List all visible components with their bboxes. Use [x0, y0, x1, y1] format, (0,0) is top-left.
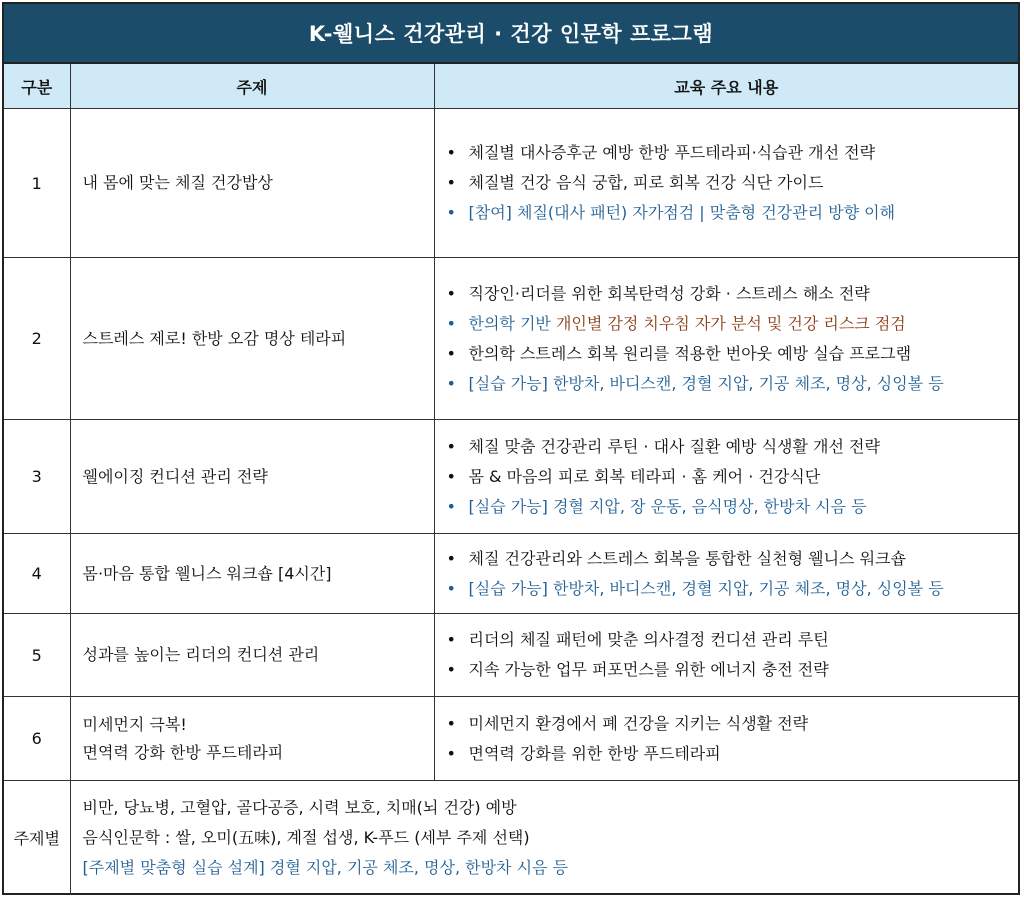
bullet-icon: •: [446, 660, 456, 679]
list-item: [441, 709, 1019, 739]
bullet-icon: •: [446, 713, 456, 733]
row-topic: [70, 534, 434, 614]
item-text: 리더의 체질 패턴에 맞춘 의사결정 컨디션 관리 루틴: [468, 630, 829, 649]
table-row: [4, 420, 1018, 534]
table-row: [4, 109, 1018, 258]
item-text: 체질 맞춤 건강관리 루틴 · 대사 질환 예방 식생활 개선 전략: [468, 436, 880, 456]
list-item: [441, 198, 1019, 228]
row-content: [434, 258, 1018, 420]
topic-line: 웰에이징 컨디션 관리 전략: [82, 466, 268, 486]
bullet-icon: •: [446, 143, 456, 162]
row-content: [434, 109, 1018, 258]
list-item: [441, 279, 1019, 309]
content-list: [441, 432, 1019, 522]
row-number: 4: [4, 534, 70, 614]
bullet-icon: •: [446, 173, 456, 192]
bullet-icon: •: [446, 373, 456, 393]
bullet-icon: •: [446, 203, 456, 222]
row-topic: [70, 697, 434, 781]
footer-line: [주제별 맞춤형 실습 설계] 경혈 지압, 기공 체조, 명상, 한방차 시음 등: [82, 857, 569, 877]
bullet-icon: •: [446, 283, 456, 303]
list-item: [441, 739, 1019, 769]
list-item: [441, 492, 1019, 522]
bullet-icon: •: [446, 343, 456, 363]
row-topic: [70, 258, 434, 420]
item-text: 몸 & 마음의 피로 회복 테라피 · 홈 케어 · 건강식단: [468, 466, 821, 486]
list-item: [441, 339, 1019, 369]
bullet-icon: •: [446, 578, 456, 598]
bullet-icon: •: [446, 313, 456, 333]
program-table: [2, 2, 1020, 895]
topic-line: 몸·마음 통합 웰니스 워크숍 [4시간]: [82, 563, 332, 583]
list-item: [441, 309, 1019, 339]
footer-content: [70, 781, 1018, 895]
program-grid: [4, 64, 1018, 895]
table-row: [4, 534, 1018, 614]
footer-label: 주제별: [4, 781, 70, 895]
row-topic: [70, 109, 434, 258]
row-number: 5: [4, 614, 70, 697]
table-row: [4, 697, 1018, 781]
row-content: [434, 534, 1018, 614]
footer-row: [4, 781, 1018, 895]
item-text: 한의학 기반: [468, 313, 556, 333]
row-number: 2: [4, 258, 70, 420]
bullet-icon: •: [446, 436, 456, 456]
topic-line: 성과를 높이는 리더의 컨디션 관리: [82, 645, 320, 664]
row-topic: [70, 420, 434, 534]
table-row: [4, 614, 1018, 697]
content-list: [441, 625, 1019, 685]
table-title: K-웰니스 건강관리 · 건강 인문학 프로그램: [4, 4, 1018, 64]
item-text: 체질 건강관리와 스트레스 회복을 통합한 실천형 웰니스 워크숍: [468, 548, 906, 568]
footer-line: 음식인문학 : 쌀, 오미(五味), 계절 섭생, K-푸드 (세부 주제 선택): [82, 827, 530, 847]
item-text-highlight: 개인별 감정 치우침 자가 분석 및 건강 리스크 점검: [555, 313, 906, 333]
item-text: [실습 가능] 한방차, 바디스캔, 경혈 지압, 기공 체조, 명상, 싱잉볼 등: [468, 373, 944, 393]
item-text: 지속 가능한 업무 퍼포먼스를 위한 에너지 충전 전략: [468, 660, 829, 679]
item-text: 한의학 스트레스 회복 원리를 적용한 번아웃 예방 실습 프로그램: [468, 343, 912, 363]
list-item: [441, 432, 1019, 462]
table-row: [4, 258, 1018, 420]
item-text: [실습 가능] 한방차, 바디스캔, 경혈 지압, 기공 체조, 명상, 싱잉볼 등: [468, 578, 944, 598]
row-number: 6: [4, 697, 70, 781]
content-list: [441, 138, 1019, 228]
topic-line: 미세먼지 극복!: [82, 714, 187, 734]
header-row: [4, 64, 1018, 109]
item-text: 체질별 건강 음식 궁합, 피로 회복 건강 식단 가이드: [468, 173, 824, 192]
list-item: [441, 574, 1019, 604]
list-item: [441, 544, 1019, 574]
item-text: [참여] 체질(대사 패턴) 자가점검 | 맞춤형 건강관리 방향 이해: [468, 203, 896, 222]
item-text: [실습 가능] 경혈 지압, 장 운동, 음식명상, 한방차 시음 등: [468, 496, 867, 516]
header-category: 구분: [4, 64, 70, 109]
item-text: 체질별 대사증후군 예방 한방 푸드테라피·식습관 개선 전략: [468, 143, 876, 162]
list-item: [441, 462, 1019, 492]
content-list: [441, 544, 1019, 604]
row-number: 3: [4, 420, 70, 534]
list-item: [441, 138, 1019, 168]
row-topic: [70, 614, 434, 697]
list-item: [441, 625, 1019, 655]
list-item: [441, 369, 1019, 399]
bullet-icon: •: [446, 466, 456, 486]
item-text: 직장인·리더를 위한 회복탄력성 강화 · 스트레스 해소 전략: [468, 283, 870, 303]
content-list: [441, 709, 1019, 769]
topic-line: 면역력 강화 한방 푸드테라피: [82, 742, 284, 762]
footer-line: 비만, 당뇨병, 고혈압, 골다공증, 시력 보호, 치매(뇌 건강) 예방: [82, 797, 517, 817]
topic-line: 내 몸에 맞는 체질 건강밥상: [82, 173, 273, 192]
topic-line: 스트레스 제로! 한방 오감 명상 테라피: [82, 328, 347, 348]
bullet-icon: •: [446, 630, 456, 649]
header-topic: 주제: [70, 64, 434, 109]
bullet-icon: •: [446, 496, 456, 516]
row-content: [434, 697, 1018, 781]
list-item: [441, 168, 1019, 198]
row-content: [434, 420, 1018, 534]
item-text: 미세먼지 환경에서 폐 건강을 지키는 식생활 전략: [468, 713, 809, 733]
row-number: 1: [4, 109, 70, 258]
bullet-icon: •: [446, 743, 456, 763]
header-content: 교육 주요 내용: [434, 64, 1018, 109]
list-item: [441, 655, 1019, 685]
content-list: [441, 279, 1019, 399]
item-text: 면역력 강화를 위한 한방 푸드테라피: [468, 743, 721, 763]
row-content: [434, 614, 1018, 697]
bullet-icon: •: [446, 548, 456, 568]
program-rows: [4, 109, 1018, 895]
